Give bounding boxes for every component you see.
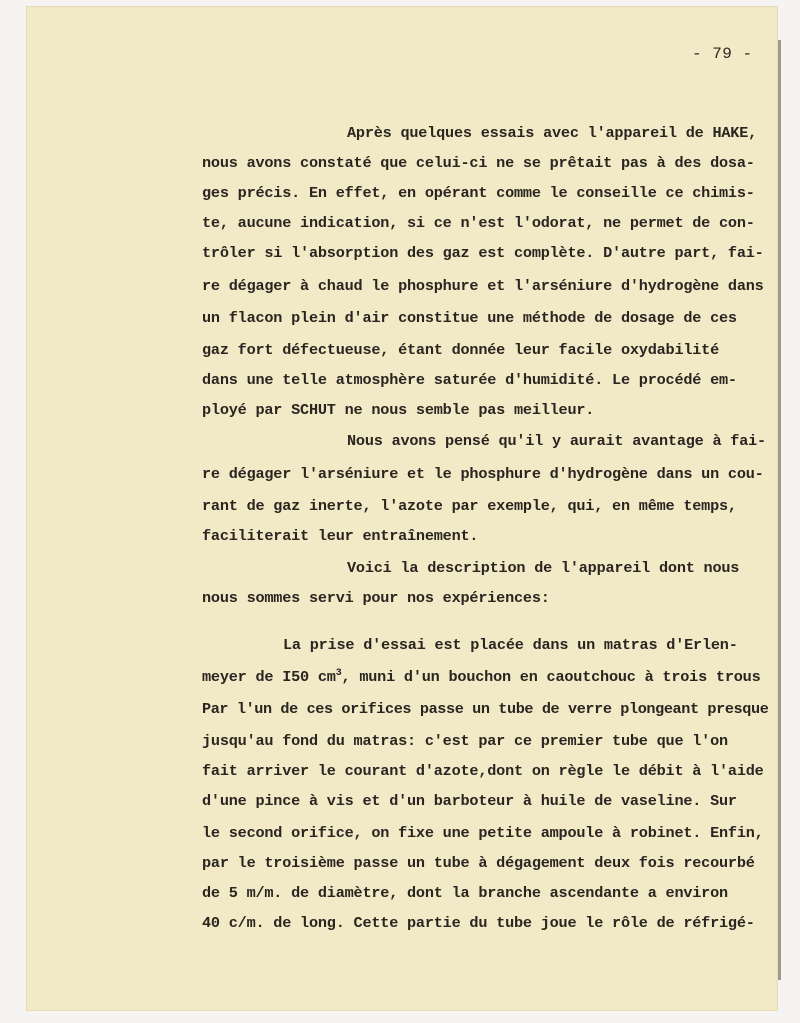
text-line: ployé par SCHUT ne nous semble pas meilleur. (202, 401, 595, 419)
text-fragment: meyer de I50 cm (202, 668, 336, 686)
text-line: nous avons constaté que celui-ci ne se prêtait pas à des dosa- (202, 154, 755, 172)
text-line: nous sommes servi pour nos expériences: (202, 589, 550, 607)
text-fragment: , muni d'un bouchon en caoutchouc à trois trous (341, 668, 761, 686)
superscript-exponent: 3 (335, 668, 342, 679)
text-line: fait arriver le courant d'azote,dont on règle le débit à l'aide (202, 762, 764, 780)
text-line: Voici la description de l'appareil dont nous (347, 559, 740, 577)
text-line: te, aucune indication, si ce n'est l'odorat, ne permet de con- (202, 214, 755, 232)
text-line: faciliterait leur entraînement. (202, 527, 479, 545)
text-line: La prise d'essai est placée dans un matras d'Erlen- (283, 636, 738, 654)
text-line: trôler si l'absorption des gaz est complète. D'autre part, fai- (202, 244, 764, 262)
text-line: Après quelques essais avec l'appareil de HAKE, (347, 124, 758, 142)
text-line: par le troisième passe un tube à dégagement deux fois recourbé (202, 854, 755, 872)
text-line: un flacon plein d'air constitue une méthode de dosage de ces (202, 309, 737, 327)
text-line (202, 668, 761, 686)
text-line: de 5 m/m. de diamètre, dont la branche ascendante a environ (202, 884, 728, 902)
text-line: Nous avons pensé qu'il y aurait avantage à fai- (347, 432, 766, 450)
text-line: d'une pince à vis et d'un barboteur à huile de vaseline. Sur (202, 792, 737, 810)
text-line: rant de gaz inerte, l'azote par exemple, qui, en même temps, (202, 497, 737, 515)
text-line: ges précis. En effet, en opérant comme le conseille ce chimis- (202, 184, 755, 202)
text-line: 40 c/m. de long. Cette partie du tube joue le rôle de réfrigé- (202, 914, 755, 932)
text-line: re dégager à chaud le phosphure et l'arséniure d'hydrogène dans (202, 277, 764, 295)
page-number: - 79 - (692, 45, 753, 63)
text-line: gaz fort défectueuse, étant donnée leur facile oxydabilité (202, 341, 720, 359)
page-edge-shadow (778, 40, 781, 980)
text-line: jusqu'au fond du matras: c'est par ce premier tube que l'on (202, 732, 728, 750)
text-line: Par l'un de ces orifices passe un tube de verre plongeant presque (202, 700, 769, 718)
text-line: re dégager l'arséniure et le phosphure d'hydrogène dans un cou- (202, 465, 764, 483)
text-line: dans une telle atmosphère saturée d'humidité. Le procédé em- (202, 371, 737, 389)
text-line: le second orifice, on fixe une petite ampoule à robinet. Enfin, (202, 824, 764, 842)
